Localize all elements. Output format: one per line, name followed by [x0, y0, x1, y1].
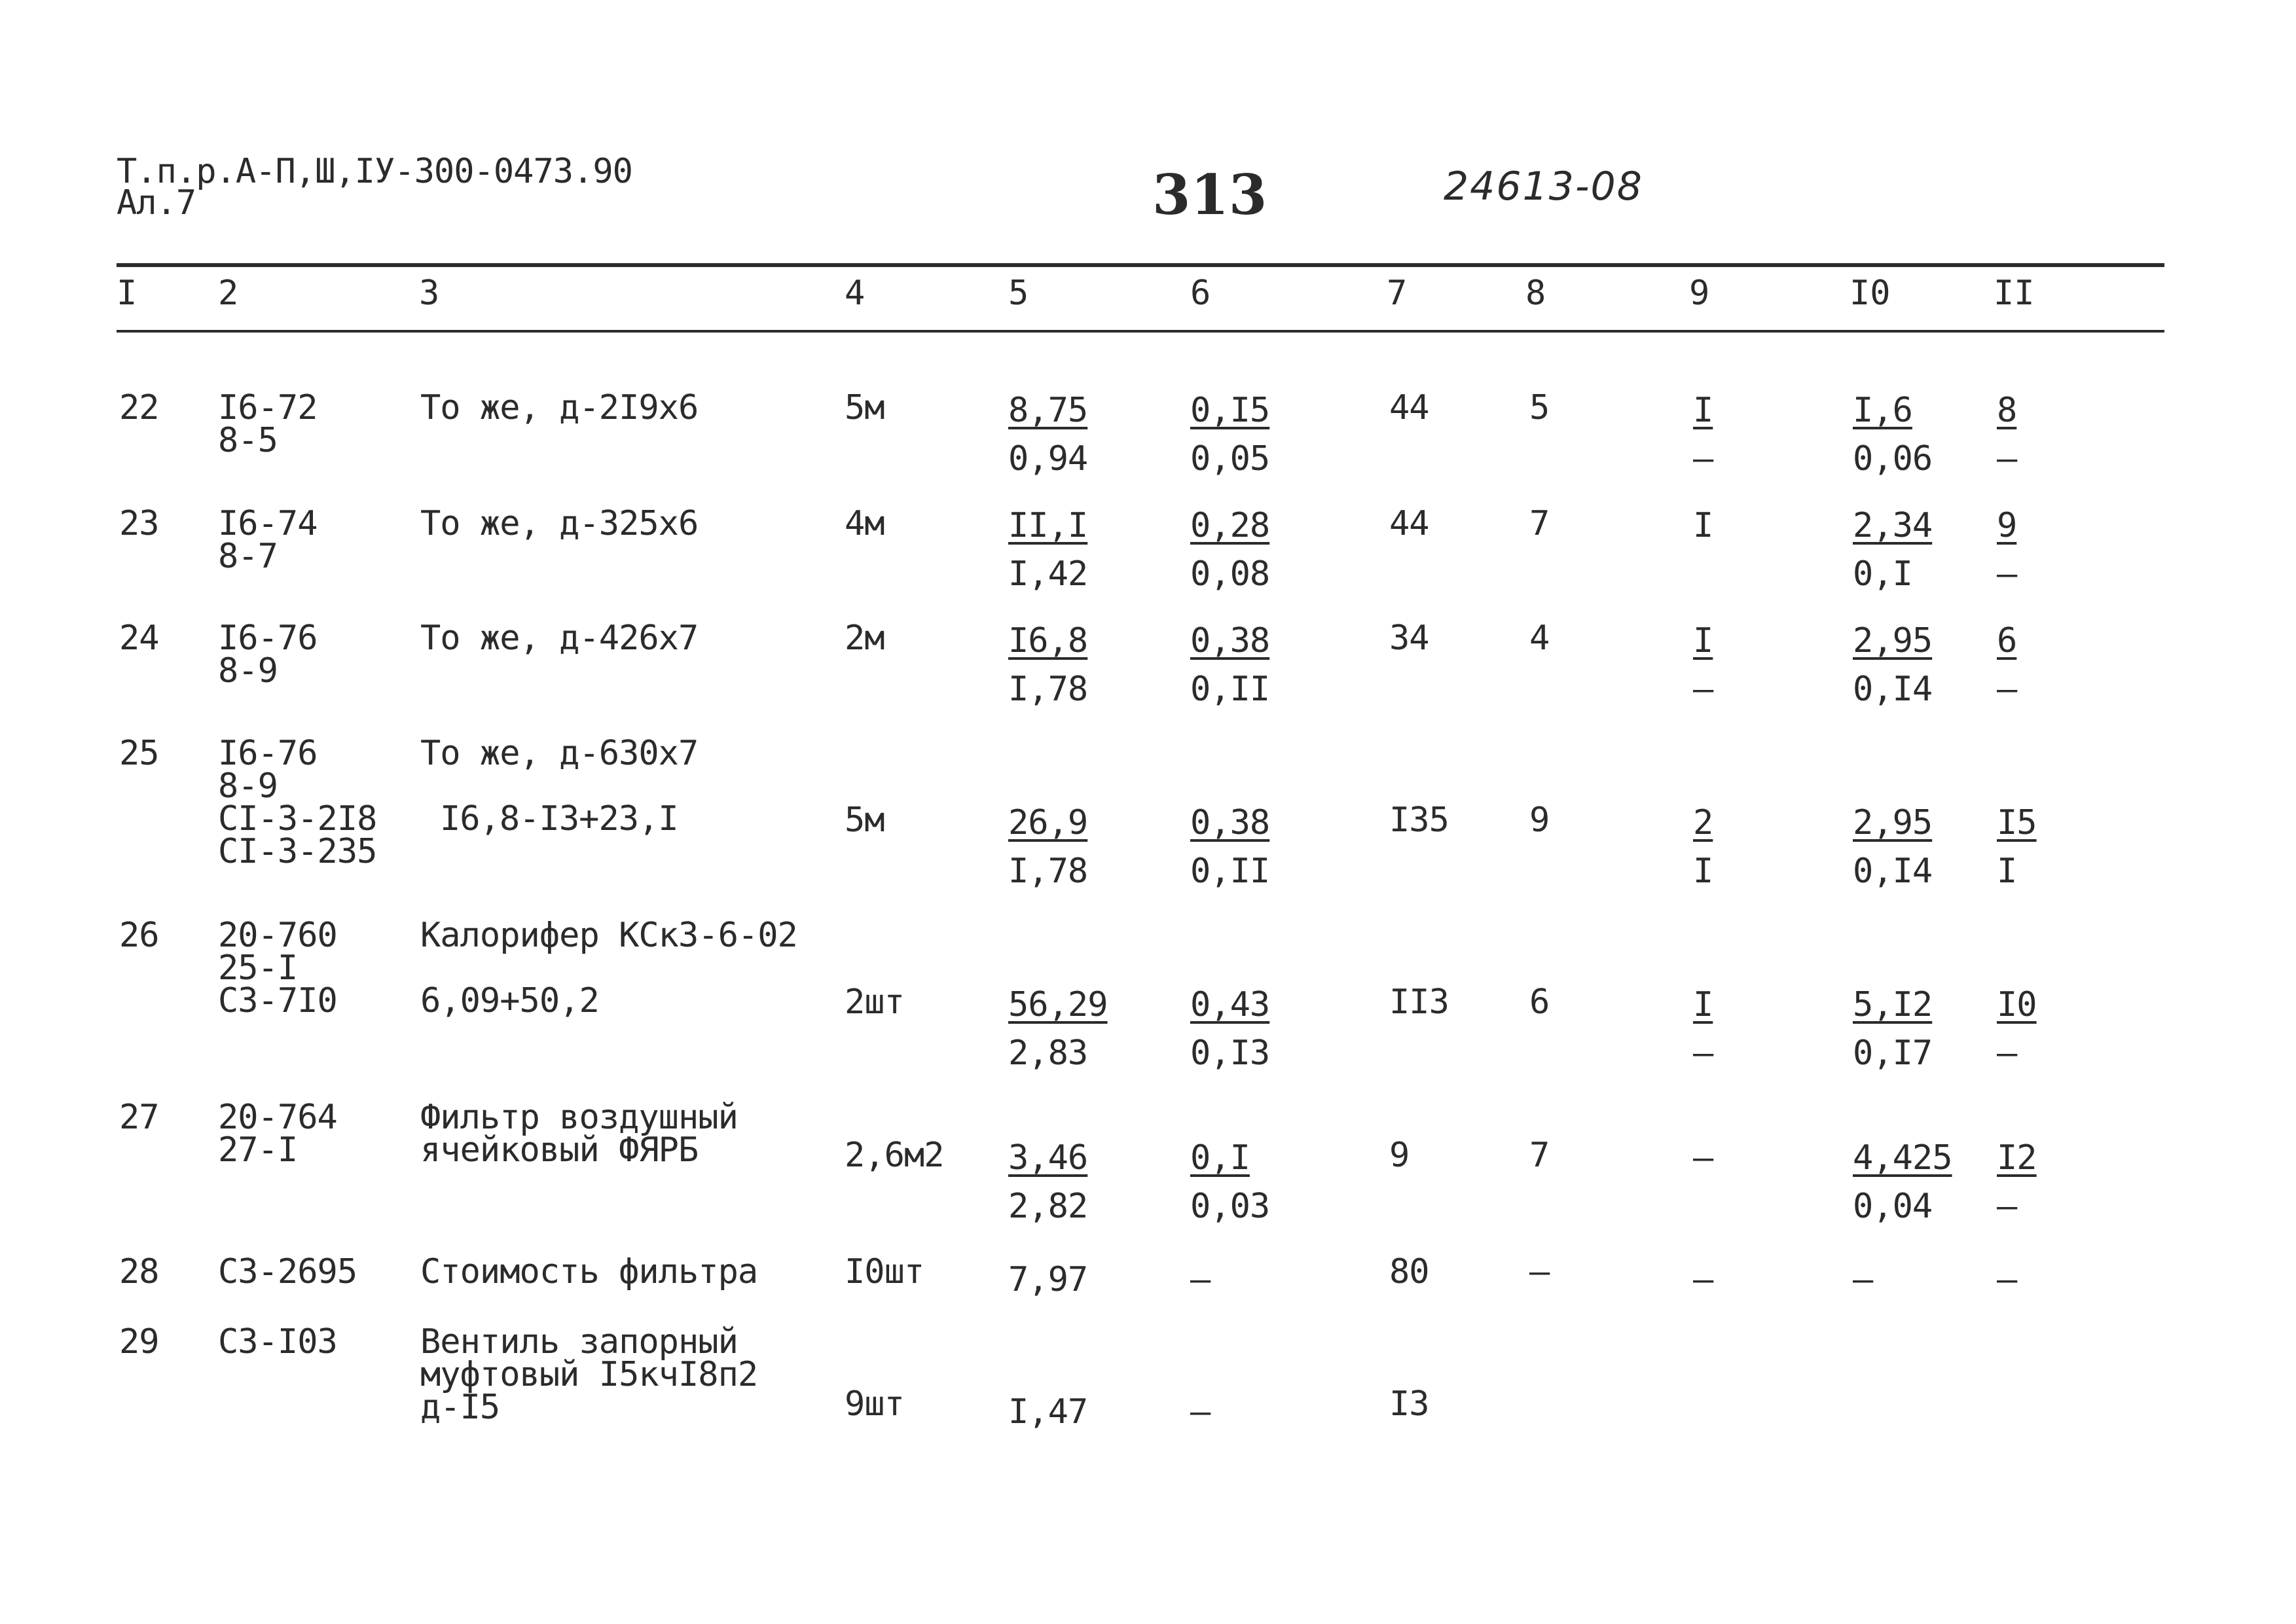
col-11-denominator: – [1997, 670, 2017, 709]
col-8-value: 7 [1529, 504, 1550, 543]
rate-code [218, 916, 337, 1020]
col-10-value [1853, 617, 1932, 713]
rate-code-line: 20-764 [218, 1098, 337, 1137]
description-formula [420, 981, 599, 1020]
row-number: 26 [119, 916, 159, 955]
col-5-denominator: 2,83 [1008, 1034, 1088, 1073]
col-5-value [1008, 799, 1087, 895]
page-number: 313 [1152, 162, 1267, 227]
quantity: I0шт [845, 1252, 924, 1291]
col-7-value: II3 [1389, 983, 1449, 1022]
column-number-3: 3 [419, 274, 440, 313]
col-9-denominator: – [1693, 670, 1713, 709]
description [420, 388, 699, 427]
col-6-denominator: 0,03 [1190, 1187, 1270, 1226]
col-9-denominator: – [1693, 1034, 1713, 1073]
table-top-rule [117, 263, 2164, 267]
col-8-value: 5 [1529, 388, 1550, 427]
col-5-numerator: 3,46 [1008, 1138, 1088, 1178]
col-10-denominator: 0,I4 [1853, 670, 1933, 709]
col-7-value: I3 [1389, 1384, 1429, 1424]
col-11-numerator: I5 [1997, 803, 2037, 842]
col-6-numerator: 0,28 [1190, 506, 1270, 545]
col-10-numerator: I,6 [1853, 391, 1912, 430]
col-6-value [1190, 1388, 1210, 1436]
description-line: ячейковый ФЯРБ [420, 1130, 699, 1170]
rate-code-line: 8-9 [218, 767, 278, 806]
row-number: 24 [119, 619, 159, 658]
col-7-value: 44 [1389, 388, 1429, 427]
column-number-2: 2 [218, 274, 239, 313]
col-5-denominator: I,42 [1008, 554, 1088, 594]
description-line: Фильтр воздушный [420, 1098, 738, 1137]
row-number: 22 [119, 388, 159, 427]
col-6-denominator: 0,II [1190, 852, 1270, 891]
col-10-numerator: – [1853, 1260, 1873, 1299]
col-5-value [1008, 386, 1087, 483]
description [420, 504, 699, 543]
col-6-value [1190, 1134, 1269, 1231]
col-9-value [1693, 617, 1713, 713]
rate-code [218, 734, 377, 871]
col-9-denominator: I [1693, 852, 1713, 891]
description-line: Калорифер КСк3-6-02 [420, 916, 797, 955]
col-11-value [1997, 617, 2016, 713]
rate-code-line: 8-9 [218, 651, 278, 691]
col-5-numerator: 7,97 [1008, 1260, 1088, 1299]
quantity: 9шт [845, 1384, 904, 1424]
col-5-numerator: 26,9 [1008, 803, 1088, 842]
col-10-value [1853, 799, 1932, 895]
col-10-value [1853, 981, 1932, 1077]
col-9-numerator: I [1693, 506, 1713, 545]
quantity: 2,6м2 [845, 1136, 944, 1175]
column-number-5: 5 [1008, 274, 1029, 313]
row-number: 25 [119, 734, 159, 773]
quantity: 2м [845, 619, 884, 658]
handwritten-doc-code: 24613-08 [1444, 164, 1643, 209]
col-11-numerator: I0 [1997, 985, 2037, 1024]
rate-code [218, 1322, 337, 1362]
rate-code-line: I6-72 [218, 388, 318, 427]
col-9-value [1693, 981, 1713, 1077]
col-9-numerator: I [1693, 621, 1713, 660]
col-6-numerator: 0,I [1190, 1138, 1250, 1178]
col-5-value [1008, 501, 1087, 598]
description-line: Стоимость фильтра [420, 1252, 758, 1291]
rate-code-line: С3-2695 [218, 1252, 357, 1291]
col-5-numerator: 8,75 [1008, 391, 1088, 430]
column-number-6: 6 [1190, 274, 1211, 313]
col-9-numerator: – [1693, 1138, 1713, 1178]
description-formula [440, 799, 678, 839]
col-10-denominator: 0,06 [1853, 439, 1933, 478]
rate-code [218, 1098, 337, 1170]
col-10-value [1853, 386, 1932, 483]
col-10-value [1853, 501, 1932, 598]
col-5-denominator: 0,94 [1008, 439, 1088, 478]
col-11-denominator: – [1997, 1034, 2017, 1073]
description [420, 1098, 738, 1170]
description [420, 916, 797, 955]
col-11-denominator: – [1997, 439, 2017, 478]
col-7-value: 44 [1389, 504, 1429, 543]
quantity: 5м [845, 388, 884, 427]
description [420, 734, 699, 773]
col-10-numerator: 5,I2 [1853, 985, 1933, 1024]
col-7-value: I35 [1389, 801, 1449, 840]
rate-code-line: I6-76 [218, 619, 318, 658]
col-5-denominator: I,78 [1008, 852, 1088, 891]
col-10-denominator: 0,04 [1853, 1187, 1933, 1226]
col-11-numerator: 9 [1997, 506, 2017, 545]
col-6-value [1190, 1255, 1210, 1304]
col-9-numerator: – [1693, 1260, 1713, 1299]
col-11-denominator: I [1997, 852, 2017, 891]
col-11-value [1997, 799, 2037, 895]
col-6-numerator: 0,43 [1190, 985, 1270, 1024]
col-5-value [1008, 1388, 1087, 1436]
col-9-denominator: – [1693, 439, 1713, 478]
col-11-value [1997, 1255, 2016, 1304]
col-5-value [1008, 617, 1087, 713]
col-6-numerator: – [1190, 1392, 1211, 1432]
col-9-value [1693, 1255, 1713, 1304]
description [420, 619, 699, 658]
description-line: муфтовый I5кчI8п2 [420, 1355, 758, 1394]
rate-code-line: I6-76 [218, 734, 318, 773]
col-6-numerator: 0,38 [1190, 803, 1270, 842]
col-11-denominator: – [1997, 554, 2017, 594]
col-6-numerator: – [1190, 1260, 1211, 1299]
col-8-value: 9 [1529, 801, 1550, 840]
col-6-value [1190, 386, 1269, 483]
col-11-numerator: 6 [1997, 621, 2017, 660]
col-11-numerator: 8 [1997, 391, 2017, 430]
row-number: 29 [119, 1322, 159, 1362]
col-6-denominator: 0,I3 [1190, 1034, 1270, 1073]
col-11-numerator: I2 [1997, 1138, 2037, 1178]
description-line: То же, д-325х6 [420, 504, 699, 543]
col-8-value: 6 [1529, 983, 1550, 1022]
col-11-value [1997, 1134, 2037, 1231]
col-10-numerator: 2,34 [1853, 506, 1933, 545]
rate-code [218, 1252, 357, 1291]
col-7-value: 34 [1389, 619, 1429, 658]
quantity: 4м [845, 504, 884, 543]
column-number-10: I0 [1850, 274, 1891, 313]
reference-line-2: Ал.7 [117, 183, 196, 223]
col-6-value [1190, 501, 1269, 598]
rate-code-line: 8-5 [218, 421, 278, 460]
description-line: То же, д-2I9х6 [420, 388, 699, 427]
column-number-8: 8 [1525, 274, 1546, 313]
col-9-numerator: I [1693, 985, 1713, 1024]
col-11-numerator: – [1997, 1260, 2017, 1299]
document-reference [117, 152, 632, 223]
col-5-numerator: 56,29 [1008, 985, 1108, 1024]
quantity: 2шт [845, 983, 904, 1022]
col-5-numerator: II,I [1008, 506, 1088, 545]
col-8-value: – [1529, 1252, 1550, 1291]
row-number: 23 [119, 504, 159, 543]
quantity: 5м [845, 801, 884, 840]
col-5-value [1008, 1255, 1087, 1304]
description [420, 1252, 758, 1291]
column-number-1: I [117, 274, 137, 313]
rate-code-line: СI-3-2I8 [218, 799, 377, 839]
rate-code-line: 27-I [218, 1130, 298, 1170]
col-11-denominator: – [1997, 1187, 2017, 1226]
col-6-denominator: 0,05 [1190, 439, 1270, 478]
column-number-9: 9 [1689, 274, 1710, 313]
rate-code [218, 388, 318, 460]
col-10-numerator: 2,95 [1853, 621, 1933, 660]
col-7-value: 80 [1389, 1252, 1429, 1291]
col-10-value [1853, 1255, 1872, 1304]
col-6-numerator: 0,38 [1190, 621, 1270, 660]
col-5-denominator: 2,82 [1008, 1187, 1088, 1226]
header-bottom-rule [117, 330, 2164, 333]
col-6-numerator: 0,I5 [1190, 391, 1270, 430]
col-9-numerator: I [1693, 391, 1713, 430]
rate-code-line: С3-7I0 [218, 981, 337, 1020]
row-number: 27 [119, 1098, 159, 1137]
description-line: Вентиль запорный [420, 1322, 738, 1362]
col-5-value [1008, 981, 1108, 1077]
col-10-value [1853, 1134, 1952, 1231]
rate-code-line: I6-74 [218, 504, 318, 543]
col-5-denominator: I,78 [1008, 670, 1088, 709]
col-5-value [1008, 1134, 1087, 1231]
rate-code-line: СI-3-235 [218, 832, 377, 871]
description-line: То же, д-426х7 [420, 619, 699, 658]
col-11-value [1997, 981, 2037, 1077]
column-number-4: 4 [845, 274, 866, 313]
col-11-value [1997, 386, 2016, 483]
rate-code [218, 504, 318, 576]
rate-code-line: 8-7 [218, 537, 278, 576]
description-line: д-I5 [420, 1388, 500, 1427]
col-9-value [1693, 501, 1713, 550]
col-5-numerator: I,47 [1008, 1392, 1088, 1432]
col-6-denominator: 0,08 [1190, 554, 1270, 594]
col-6-value [1190, 799, 1269, 895]
description-line: 6,09+50,2 [420, 981, 599, 1020]
rate-code [218, 619, 318, 691]
col-8-value: 7 [1529, 1136, 1550, 1175]
column-number-7: 7 [1387, 274, 1408, 313]
col-9-value [1693, 1134, 1713, 1182]
column-number-11: II [1994, 274, 2035, 313]
col-9-value [1693, 799, 1713, 895]
description [420, 1322, 758, 1427]
rate-code-line: 20-760 [218, 916, 337, 955]
rate-code-line: 25-I [218, 948, 298, 988]
reference-line-1: Т.п.р.А-П,Ш,IУ-300-0473.90 [117, 152, 632, 191]
col-10-numerator: 2,95 [1853, 803, 1933, 842]
col-9-numerator: 2 [1693, 803, 1713, 842]
col-9-value [1693, 386, 1713, 483]
col-8-value: 4 [1529, 619, 1550, 658]
rate-code-line: С3-I03 [218, 1322, 337, 1362]
col-6-denominator: 0,II [1190, 670, 1270, 709]
col-6-value [1190, 981, 1269, 1077]
row-number: 28 [119, 1252, 159, 1291]
description-line: То же, д-630х7 [420, 734, 699, 773]
col-11-value [1997, 501, 2016, 598]
col-10-denominator: 0,I [1853, 554, 1912, 594]
col-6-value [1190, 617, 1269, 713]
description-line: I6,8-I3+23,I [440, 799, 678, 839]
col-10-numerator: 4,425 [1853, 1138, 1952, 1178]
col-10-denominator: 0,I4 [1853, 852, 1933, 891]
col-10-denominator: 0,I7 [1853, 1034, 1933, 1073]
col-5-numerator: I6,8 [1008, 621, 1088, 660]
col-7-value: 9 [1389, 1136, 1410, 1175]
